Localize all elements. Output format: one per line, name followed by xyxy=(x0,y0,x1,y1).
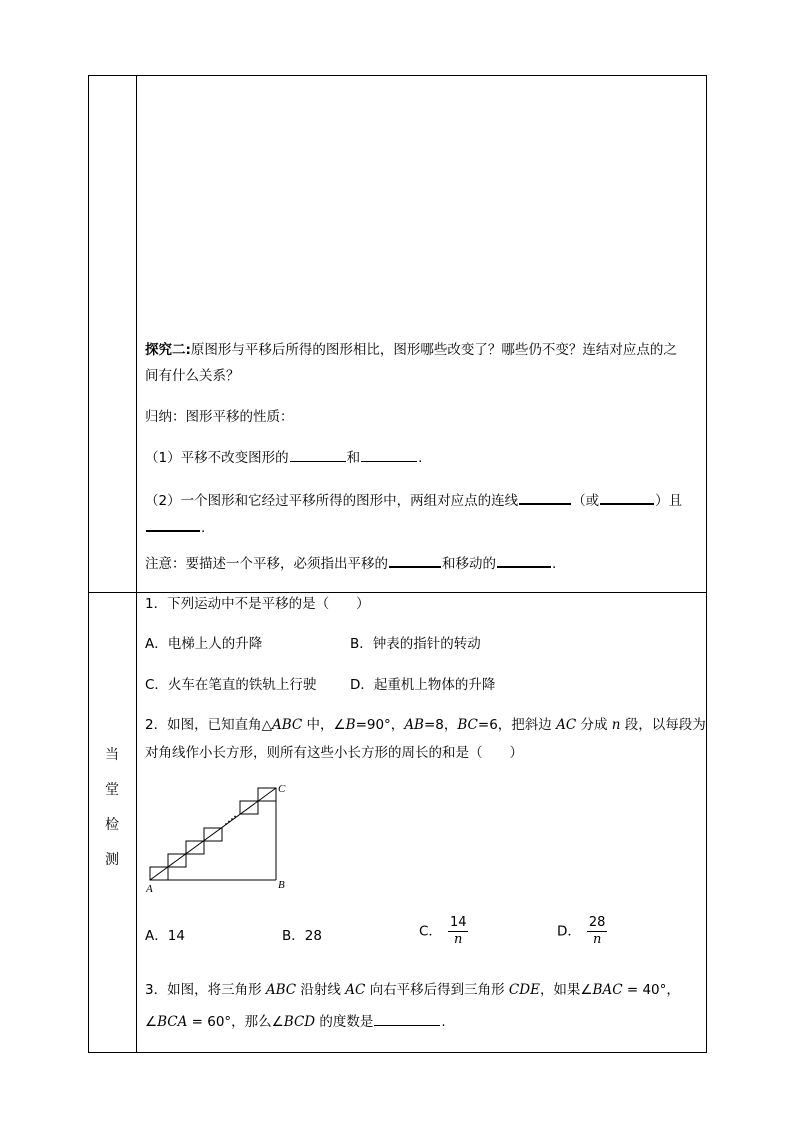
q2-text: 段，以每段为 xyxy=(620,717,706,733)
q3-text: 沿射线 xyxy=(296,982,346,998)
fig-label-a: A xyxy=(146,883,153,895)
q2-line2: 对角线作小长方形，则所有这些小长方形的周长的和是（ ） xyxy=(145,745,523,761)
q3-end: . xyxy=(441,1014,446,1030)
side-label-in-class-check xyxy=(88,738,136,878)
property-2-tail: . xyxy=(201,520,206,536)
q1-option-d[interactable]: D．起重机上物体的升降 xyxy=(350,677,496,693)
q2-line1 xyxy=(145,715,706,735)
q3-var: BAC xyxy=(592,982,623,998)
q2-text: =8， xyxy=(423,717,458,733)
fig-label-c: C xyxy=(278,783,286,795)
q3-text: 向右平移后得到三角形 xyxy=(365,982,509,998)
q1-option-b[interactable]: B．钟表的指针的转动 xyxy=(350,636,481,652)
q3-text: 3．如图，将三角形 xyxy=(145,982,266,998)
q2-text: 中，∠ xyxy=(302,717,346,733)
q2-option-b[interactable]: B．28 xyxy=(282,928,322,944)
property-2-blank-3[interactable] xyxy=(146,516,200,532)
q3-var: CDE xyxy=(508,982,540,998)
q2-option-c[interactable] xyxy=(419,915,468,948)
q2-option-c-prefix: C． xyxy=(419,923,442,940)
q3-var: BCA xyxy=(157,1014,188,1030)
q1-option-c[interactable]: C．火车在笔直的铁轨上行驶 xyxy=(145,677,317,693)
property-2-prefix: （2）一个图形和它经过平移所得的图形中，两组对应点的连线 xyxy=(145,493,519,509)
table-border-right xyxy=(706,75,707,1053)
q2-var: AB xyxy=(404,717,424,733)
property-1-blank-2[interactable] xyxy=(361,447,417,462)
note-blank-2[interactable] xyxy=(497,552,551,568)
q3-text: 的度数是 xyxy=(315,1014,374,1030)
table-row-divider xyxy=(88,592,707,593)
explore2-line1 xyxy=(145,340,677,360)
explore2-text: 原图形与平移后所得的图形相比，图形哪些改变了？哪些仍不变？连结对应点的之 xyxy=(190,342,677,358)
q2-var: B xyxy=(345,717,356,733)
side-label-char: 堂 xyxy=(105,782,119,798)
q2-var: BC xyxy=(457,717,478,733)
property-2-blank-2[interactable] xyxy=(600,489,654,505)
property-2-line1 xyxy=(145,489,682,511)
q3-var: BCD xyxy=(283,1014,316,1030)
q3-var: ABC xyxy=(265,982,297,998)
q3-text: = 40°， xyxy=(622,982,680,998)
property-1 xyxy=(145,447,422,468)
property-2-end: ）且 xyxy=(655,493,683,509)
side-label-char: 测 xyxy=(105,852,119,868)
note-line xyxy=(145,552,556,574)
q3-answer-blank[interactable] xyxy=(374,1011,440,1026)
explore2-label: 探究二: xyxy=(145,342,191,358)
fraction-denominator: n xyxy=(454,932,463,947)
triangle-hypotenuse-ac xyxy=(150,788,276,880)
side-label-char: 当 xyxy=(105,747,119,763)
note-end: . xyxy=(552,556,557,572)
q3-text: ，如果∠ xyxy=(539,982,593,998)
summary-heading: 归纳：图形平移的性质： xyxy=(145,409,294,425)
fraction-numerator: 14 xyxy=(449,915,467,930)
note-mid: 和移动的 xyxy=(442,556,496,572)
q2-option-d-prefix: D． xyxy=(557,923,581,940)
q2-text: =90°， xyxy=(355,717,405,733)
property-1-blank-1[interactable] xyxy=(290,447,346,462)
note-blank-1[interactable] xyxy=(389,552,441,568)
q2-option-a[interactable]: A．14 xyxy=(145,928,185,944)
q2-option-c-fraction xyxy=(448,915,469,948)
table-border-top xyxy=(88,75,707,76)
q1-option-a[interactable]: A．电梯上人的升降 xyxy=(145,636,263,652)
q1-stem: 1．下列运动中不是平移的是（ ） xyxy=(145,596,370,612)
q2-var: n xyxy=(611,717,621,733)
q2-text: 分成 xyxy=(576,717,612,733)
side-label-char: 检 xyxy=(105,817,119,833)
q2-text: =6，把斜边 xyxy=(477,717,557,733)
q3-line1 xyxy=(145,980,680,1000)
note-prefix: 注意：要描述一个平移，必须指出平移的 xyxy=(145,556,388,572)
q3-text: ∠ xyxy=(145,1014,158,1030)
q2-option-d[interactable] xyxy=(557,915,607,948)
fig-label-b: B xyxy=(278,879,285,891)
q3-text: = 60°，那么∠ xyxy=(187,1014,284,1030)
table-column-divider xyxy=(136,75,137,1053)
table-border-bottom xyxy=(88,1052,707,1053)
property-1-prefix: （1）平移不改变图形的 xyxy=(145,450,289,466)
ellipsis-dots xyxy=(225,816,236,825)
property-2-line2 xyxy=(145,516,205,538)
fraction-numerator: 28 xyxy=(588,915,606,930)
q2-var: AC xyxy=(556,717,577,733)
q3-var: AC xyxy=(345,982,366,998)
property-1-end: . xyxy=(418,450,423,466)
q2-text: 2．如图，已知直角△ xyxy=(145,717,272,733)
q2-staircase-figure xyxy=(140,776,300,896)
fraction-denominator: n xyxy=(592,932,602,947)
table-border-left xyxy=(88,75,89,1053)
property-1-mid: 和 xyxy=(346,450,361,466)
q3-line2 xyxy=(145,1011,446,1032)
q2-option-d-fraction xyxy=(587,915,608,948)
q2-var: ABC xyxy=(271,717,303,733)
property-2-mid: （或 xyxy=(572,493,600,509)
explore2-line2: 间有什么关系？ xyxy=(145,368,240,384)
property-2-blank-1[interactable] xyxy=(519,489,571,505)
